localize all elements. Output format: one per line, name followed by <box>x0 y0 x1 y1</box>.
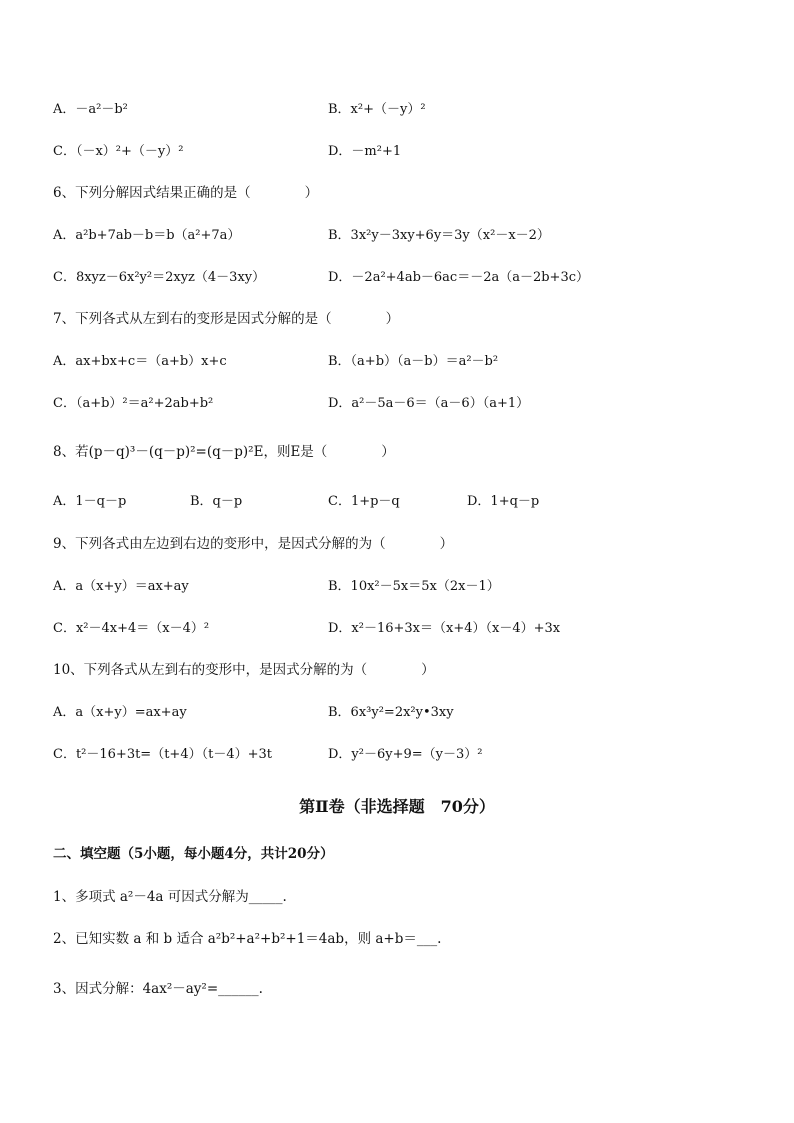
q10-option-b: B．6x³y²=2x²y•3xy <box>328 705 454 720</box>
q7-stem: 7、下列各式从左到右的变形是因式分解的是（ ） <box>53 311 400 327</box>
q9-option-b: B．10x²－5x＝5x（2x－1） <box>328 579 500 594</box>
q7-option-c: C．（a+b）²＝a²+2ab+b² <box>53 396 214 411</box>
q9-option-d: D．x²－16+3x＝（x+4）（x－4）+3x <box>328 621 561 636</box>
part2-title: 第Ⅱ卷（非选择题 70分） <box>299 797 495 816</box>
q5-option-d: D．－m²+1 <box>328 144 402 159</box>
q8-stem: 8、若(p－q)³－(q－p)²=(q－p)²E，则E是（ ） <box>53 444 395 460</box>
q8-option-b: B．q－p <box>190 494 243 509</box>
q8-option-a: A．1－q－p <box>53 494 127 509</box>
q7-option-d: D．a²－5a－6＝（a－6）（a+1） <box>328 396 530 411</box>
q10-stem: 10、下列各式从左到右的变形中，是因式分解的为（ ） <box>53 662 435 678</box>
q6-option-a: A．a²b+7ab－b＝b（a²+7a） <box>53 228 241 243</box>
q6-option-d: D．－2a²+4ab－6ac＝－2a（a－2b+3c） <box>328 270 590 285</box>
q10-option-d: D．y²－6y+9=（y－3）² <box>328 747 483 762</box>
q5-option-b: B．x²+（－y）² <box>328 102 426 117</box>
q9-stem: 9、下列各式由左边到右边的变形中，是因式分解的为（ ） <box>53 536 454 552</box>
q8-option-d: D．1+q－p <box>467 494 540 509</box>
q9-option-a: A．a（x+y）＝ax+ay <box>53 579 189 594</box>
fill-question-2: 2、已知实数 a 和 b 适合 a²b²+a²+b²+1＝4ab，则 a+b＝___. <box>53 931 442 947</box>
section2-heading: 二、填空题（5小题，每小题4分，共计20分） <box>53 846 334 862</box>
fill-question-1: 1、多项式 a²－4a 可因式分解为_____. <box>53 889 287 905</box>
q8-option-c: C．1+p－q <box>328 494 400 509</box>
q9-option-c: C．x²－4x+4＝（x－4）² <box>53 621 210 636</box>
q10-option-c: C．t²－16+3t=（t+4）（t－4）+3t <box>53 747 272 762</box>
q6-stem: 6、下列分解因式结果正确的是（ ） <box>53 185 319 201</box>
q6-option-c: C．8xyz－6x²y²＝2xyz（4－3xy） <box>53 270 266 285</box>
q7-option-b: B．（a+b）（a－b）＝a²－b² <box>328 354 499 369</box>
q5-option-a: A．－a²－b² <box>53 102 128 117</box>
q10-option-a: A．a（x+y）=ax+ay <box>53 705 187 720</box>
q7-option-a: A．ax+bx+c＝（a+b）x+c <box>53 354 227 369</box>
fill-question-3: 3、因式分解：4ax²－ay²=______. <box>53 981 263 997</box>
q5-option-c: C．（－x）²+（－y）² <box>53 144 184 159</box>
q6-option-b: B．3x²y－3xy+6y＝3y（x²－x－2） <box>328 228 550 243</box>
